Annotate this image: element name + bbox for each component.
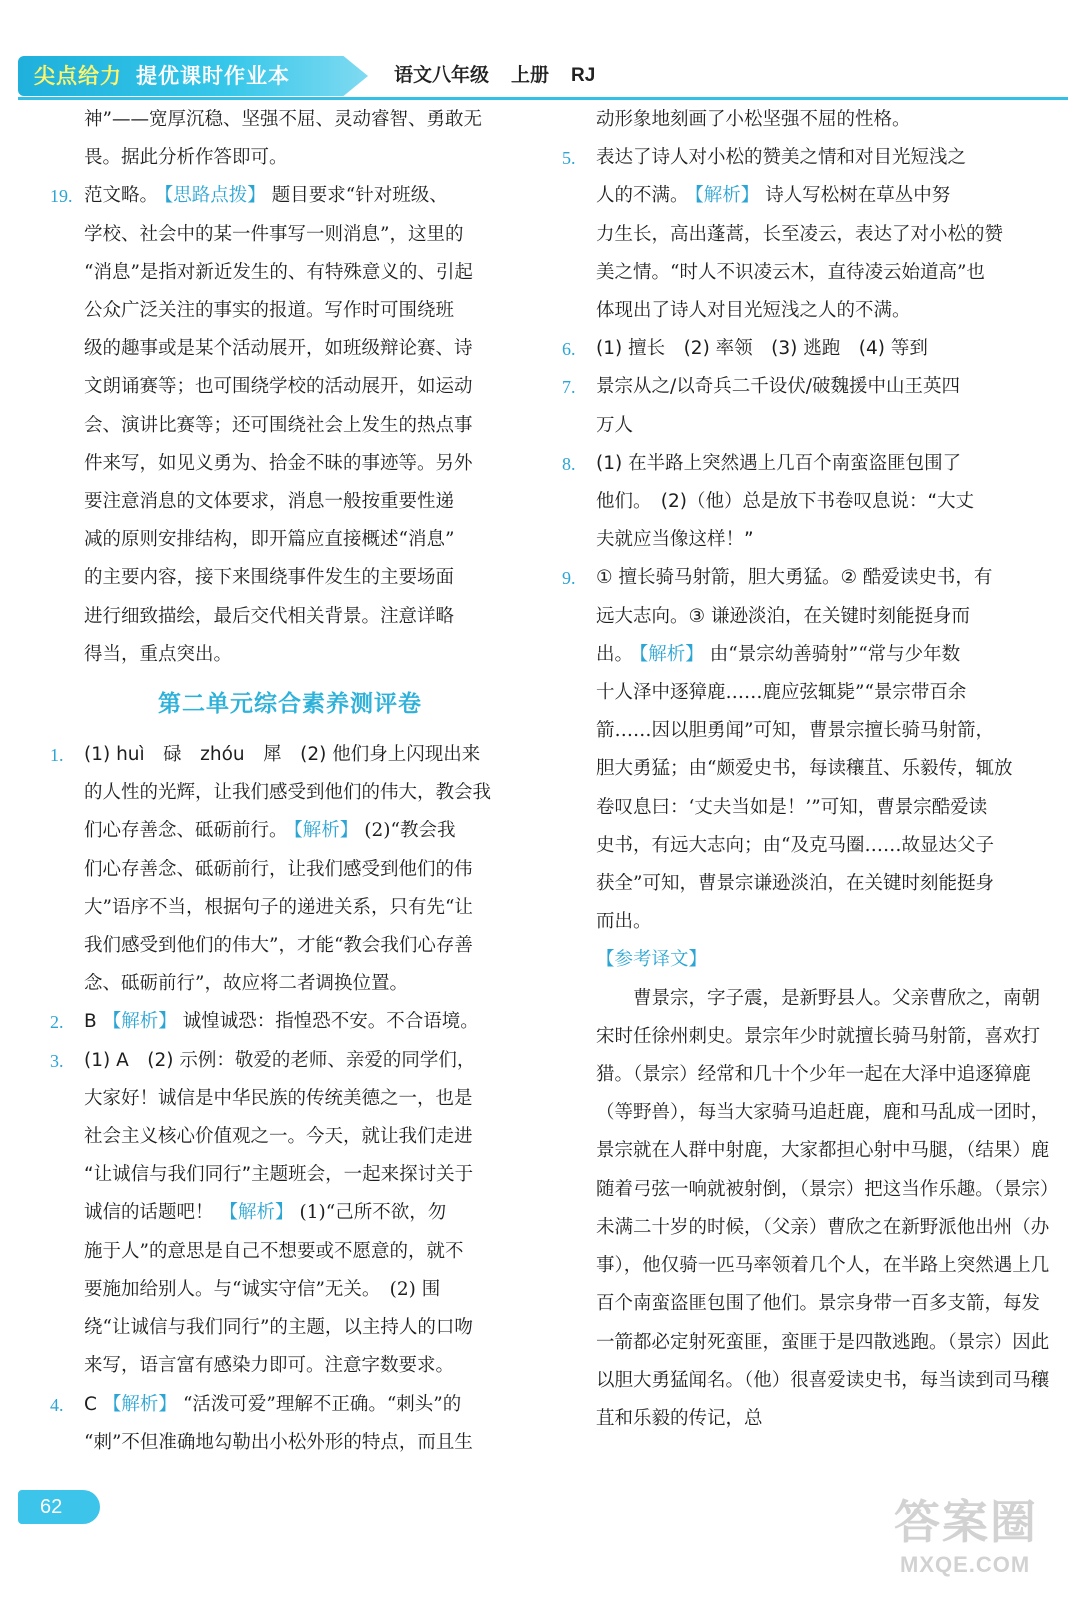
text-line: 诗人写松树在草丛中努 (765, 185, 951, 207)
text-line: 胆大勇猛；由“颇爱史书，每读穰苴、乐毅传，辄放 (596, 758, 1013, 780)
watermark-text: 答案圈 (894, 1495, 1038, 1549)
text-line: 箭……因以胆勇闻”可知，曹景宗擅长骑马射箭， (596, 720, 994, 742)
text-line: 动形象地刻画了小松坚强不屈的性格。 (596, 109, 911, 130)
question-number: 4. (50, 1394, 64, 1415)
text-line: 畏。据此分析作答即可。 (84, 147, 288, 169)
explanation-text (84, 1233, 540, 1386)
text-line: 念、砥砺前行”，故应将二者调换位置。 (84, 973, 408, 995)
page-header (0, 0, 1092, 110)
text-line: 来写，语言富有感染力即可。注意字数要求。 (84, 1355, 455, 1377)
text-line: 获全”可知，曹景宗谦逊淡泊，在关键时刻能挺身 (596, 873, 994, 895)
question-number: 6. (562, 339, 576, 360)
text-line: 们心存善念、砥砺前行，让我们感受到他们的伟 (84, 858, 473, 880)
text-line: 十人泽中逐獐鹿……鹿应弦辄毙”“景宗带百余 (596, 682, 967, 704)
brand-part1: 尖点给力 (34, 64, 122, 88)
text-line: 而出。 (596, 911, 652, 933)
reference-translation: 曹景宗，字子震，是新野县人。父亲曹欣之，南朝宋时任徐州刺史。景宗年少时就擅长骑马射箭，喜欢打猎。（景宗）经常和几十个少年一起在大泽中追逐獐鹿（等野兽），每当大家骑马追赶鹿，鹿和马乱成一团时，景宗就在人群中射鹿，大家都担心射中马腿，（结果）鹿随着弓弦一响就被射倒，（景宗）把这当作乐趣。（景宗）未满二十岁的时候，（父亲）曹欣之在新野派他出州（办事），他仅骑一匹马率领着几个人，在半路上突然遇上几百个南蛮盗匪包围了他们。景宗身带一百多支箭，每发一箭都必定射死蛮匪，蛮匪于是四散逃跑。（景宗）因此以胆大勇猛闻名。（他）很喜爱读史书，每当读到司马穰苴和乐毅的传记，总 (596, 987, 1050, 1429)
edition-label: RJ (571, 65, 596, 86)
text-line: 夫就应当像这样！” (596, 529, 754, 551)
question-5 (562, 139, 1054, 330)
text-line: 我们感受到他们的伟大”，才能“教会我们心存善 (84, 935, 473, 957)
text-line: 题目要求“针对班级、 (271, 185, 448, 207)
text-line: ① 擅长骑马射箭，胆大勇猛。② 酷爱读史书，有 (596, 567, 993, 589)
explanation-text (84, 851, 540, 1004)
q18-continuation (50, 101, 540, 177)
text-line: 史书，有远大志向；由“及克马圈……故显达父子 (596, 834, 994, 856)
text-line: 学校、社会中的某一件事写一则消息”，这里的 (84, 223, 464, 245)
text-line: (2)“教会我 (364, 820, 456, 842)
text-line: 诚信的话题吧！ (84, 1202, 214, 1224)
q4-continuation (562, 101, 1054, 139)
text-line: 文朗诵赛等；也可围绕学校的活动展开，如运动 (84, 376, 473, 398)
watermark-url: MXQE.COM (900, 1552, 1031, 1577)
text-line: 人的不满。 (596, 185, 689, 207)
section-title: 第二单元综合素养测评卷 (158, 691, 422, 718)
question-number: 5. (562, 148, 576, 169)
text-line: 他们。 (2)（他）总是放下书卷叹息说：“大丈 (596, 491, 975, 513)
explanation-text (596, 216, 1054, 331)
text-line: 由“景宗幼善骑射”“常与少年数 (709, 643, 961, 665)
explanation-text (596, 674, 1054, 941)
text-line: 绕“让诚信与我们同行”的主题，以主持人的口吻 (84, 1317, 473, 1339)
brand-title (34, 60, 290, 92)
text-line: 万人 (596, 414, 634, 436)
text-line: 减的原则安排结构，即开篇应直接概述“消息” (84, 529, 455, 551)
text-line: 进行细致描绘，最后交代相关背景。注意详略 (84, 605, 455, 627)
answer-text: C (84, 1393, 97, 1415)
text-line: 表达了诗人对小松的赞美之情和对目光短浅之 (596, 147, 967, 169)
text-line: 体现出了诗人对目光短浅之人的不满。 (596, 300, 911, 322)
text-line: 美之情。“时人不识凌云木，直待凌云始道高”也 (596, 261, 985, 283)
reference-translation-tag: 【参考译文】 (596, 949, 708, 971)
answer-text: 范文略。 (84, 185, 159, 207)
question-number: 8. (562, 453, 576, 474)
text-line: 施于人”的意思是自己不想要或不愿意的，就不 (84, 1240, 464, 1262)
header-divider (18, 97, 1068, 100)
text-line: 出。 (596, 643, 634, 665)
subject-info (394, 58, 617, 92)
analysis-tag: 【解析】 (102, 1011, 177, 1033)
answer-text: B (84, 1011, 97, 1033)
subject-label: 语文八年级 (394, 64, 490, 86)
question-number: 3. (50, 1050, 64, 1071)
text-line: 要施加给别人。与“诚实守信”无关。 (2) 围 (84, 1278, 441, 1300)
question-number: 1. (50, 745, 64, 766)
question-6 (562, 330, 1054, 368)
text-line: (1) A (2) 示例：敬爱的老师、亲爱的同学们， (84, 1049, 476, 1071)
text-line: 卷叹息曰：‘丈夫当如是！’”可知，曹景宗酷爱读 (596, 796, 988, 818)
question-7 (562, 368, 1054, 444)
text-line: 诚惶诚恐：指惶恐不安。不合语境。 (182, 1011, 479, 1033)
text-line: 得当，重点突出。 (84, 643, 233, 665)
question-2 (50, 1003, 540, 1041)
text-line: “刺”不但准确地勾勒出小松外形的特点，而且生 (84, 1431, 473, 1453)
text-line: (1) 擅长 (2) 率领 (3) 逃跑 (4) 等到 (596, 338, 928, 360)
text-line: “让诚信与我们同行”主题班会，一起来探讨关于 (84, 1164, 474, 1186)
question-number: 7. (562, 377, 576, 398)
text-line: 公众广泛关注的事实的报道。写作时可围绕班 (84, 300, 455, 322)
text-line: (1) 在半路上突然遇上几百个南蛮盗匪包围了 (596, 452, 962, 474)
text-line: (1) huì 碌 zhóu 犀 (2) 他们身上闪现出来 (84, 744, 481, 766)
question-9 (562, 559, 1054, 941)
page-number: 62 (18, 1490, 100, 1524)
hint-tag: 【思路点拨】 (164, 185, 266, 207)
left-column (50, 101, 540, 1462)
question-number: 9. (562, 568, 576, 589)
text-line: 大”语序不当，根据句子的递进关系，只有先“让 (84, 896, 473, 918)
text-line: 会、演讲比赛等；还可围绕社会上发生的热点事 (84, 414, 473, 436)
text-line: 的人性的光辉，让我们感受到他们的伟大，教会我 (84, 782, 492, 804)
explanation-text (84, 216, 540, 674)
question-number: 19. (50, 186, 73, 207)
question-19 (50, 177, 540, 674)
volume-label: 上册 (511, 64, 550, 86)
text-line: 景宗从之/以奇兵二千设伏/破魏援中山王英四 (596, 376, 960, 398)
question-3 (50, 1042, 540, 1386)
text-line: 件来写，如见义勇为、拾金不昧的事迹等。另外 (84, 452, 473, 474)
analysis-tag: 【解析】 (639, 643, 704, 665)
question-1 (50, 736, 540, 1003)
text-line: 社会主义核心价值观之一。今天，就让我们走进 (84, 1126, 473, 1148)
question-8 (562, 445, 1054, 560)
watermark-logo (888, 1486, 1068, 1596)
question-4 (50, 1386, 540, 1462)
text-line: 远大志向。③ 谦逊淡泊，在关键时刻能挺身而 (596, 605, 970, 627)
text-line: 级的趣事或是某个活动展开，如班级辩论赛、诗 (84, 338, 473, 360)
text-line: “活泼可爱”理解不正确。“刺头”的 (182, 1393, 462, 1415)
analysis-tag: 【解析】 (219, 1202, 294, 1224)
text-line: 神”——宽厚沉稳、坚强不屈、灵动睿智、勇敢无 (84, 109, 482, 130)
analysis-tag: 【解析】 (293, 820, 359, 842)
question-number: 2. (50, 1012, 64, 1033)
text-line: 们心存善念、砥砺前行。 (84, 820, 288, 842)
text-line: 要注意消息的文体要求，消息一般按重要性递 (84, 491, 455, 513)
brand-part2: 提优课时作业本 (136, 64, 290, 88)
analysis-tag: 【解析】 (102, 1393, 177, 1415)
text-line: “消息”是指对新近发生的、有特殊意义的、引起 (84, 261, 473, 283)
right-column (562, 101, 1054, 1438)
analysis-tag: 【解析】 (694, 185, 760, 207)
text-line: 的主要内容，接下来围绕事件发生的主要场面 (84, 567, 455, 589)
text-line: 大家好！诚信是中华民族的传统美德之一，也是 (84, 1087, 473, 1109)
text-line: (1)“己所不欲，勿 (299, 1202, 447, 1224)
text-line: 力生长，高出蓬蒿，长至凌云，表达了对小松的赞 (596, 223, 1004, 245)
